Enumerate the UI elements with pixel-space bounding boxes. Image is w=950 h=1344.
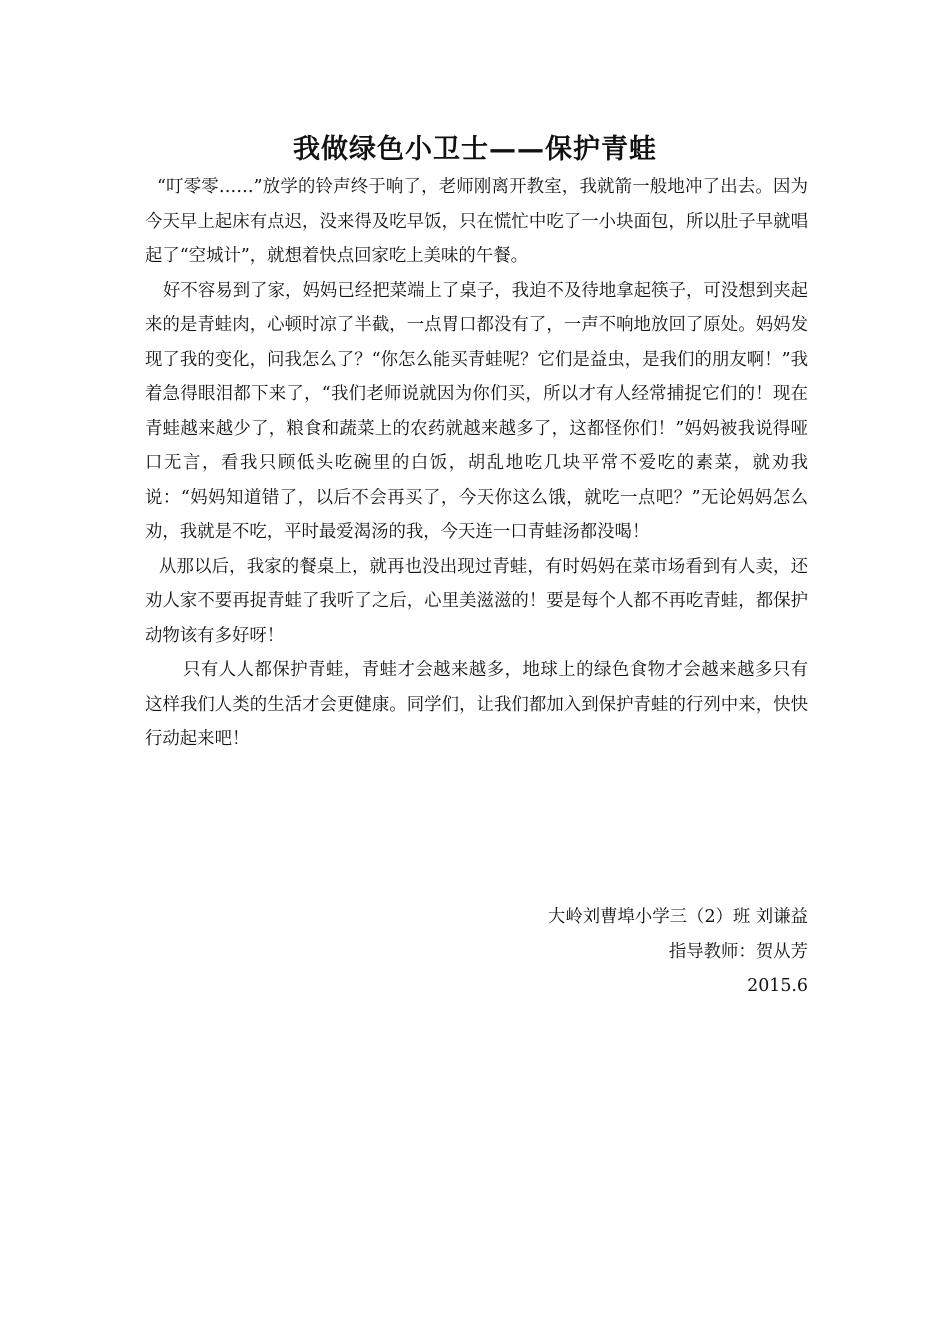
teacher-line: 指导教师：贺从芳 [668, 941, 808, 962]
signature-block [548, 900, 808, 1004]
essay-body [145, 170, 808, 757]
paragraph-1: “叮零零……”放学的铃声终于响了，老师刚离开教室，我就箭一般地冲了出去。因为今天早上起床有点迟，没来得及吃早饭，只在慌忙中吃了一小块面包，所以肚子早就唱起了“空城计”，就想着快点回家吃上美味的午餐。 [145, 177, 808, 266]
school-author-line: 大岭刘曹埠小学三（2）班 刘谦益 [547, 907, 808, 927]
date-line: 2015.6 [747, 976, 808, 996]
paragraph-2: 好不容易到了家，妈妈已经把菜端上了桌子，我迫不及待地拿起筷子，可没想到夹起来的是青蛙肉，心顿时凉了半截，一点胃口都没有了，一声不响地放回了原处。妈妈发现了我的变化，问我怎么了？“你怎么能买青蛙呢？它们是益虫，是我们的朋友啊！”我着急得眼泪都下来了，“我们老师说就因为你们买，所以才有人经常捕捉它们的！现在青蛙越来越少了，粮食和蔬菜上的农药就越来越多了，这都怪你们！”妈妈被我说得哑口无言，看我只顾低头吃碗里的白饭，胡乱地吃几块平常不爱吃的素菜，就劝我说：“妈妈知道错了，以后不会再买了，今天你这么饿，就吃一点吧？”无论妈妈怎么劝，我就是不吃，平时最爱渴汤的我，今天连一口青蛙汤都没喝！ [145, 280, 808, 542]
paragraph-3: 从那以后，我家的餐桌上，就再也没出现过青蛙，有时妈妈在菜市场看到有人卖，还劝人家不要再捉青蛙了我听了之后，心里美滋滋的！要是每个人都不再吃青蛙，都保护动物该有多好呀！ [145, 556, 808, 646]
page-title: 我做绿色小卫士——保护青蛙 [293, 134, 657, 165]
paragraph-4: 只有人人都保护青蛙，青蛙才会越来越多，地球上的绿色食物才会越来越多只有这样我们人类的生活才会更健康。同学们，让我们都加入到保护青蛙的行列中来，快快行动起来吧！ [145, 660, 808, 749]
